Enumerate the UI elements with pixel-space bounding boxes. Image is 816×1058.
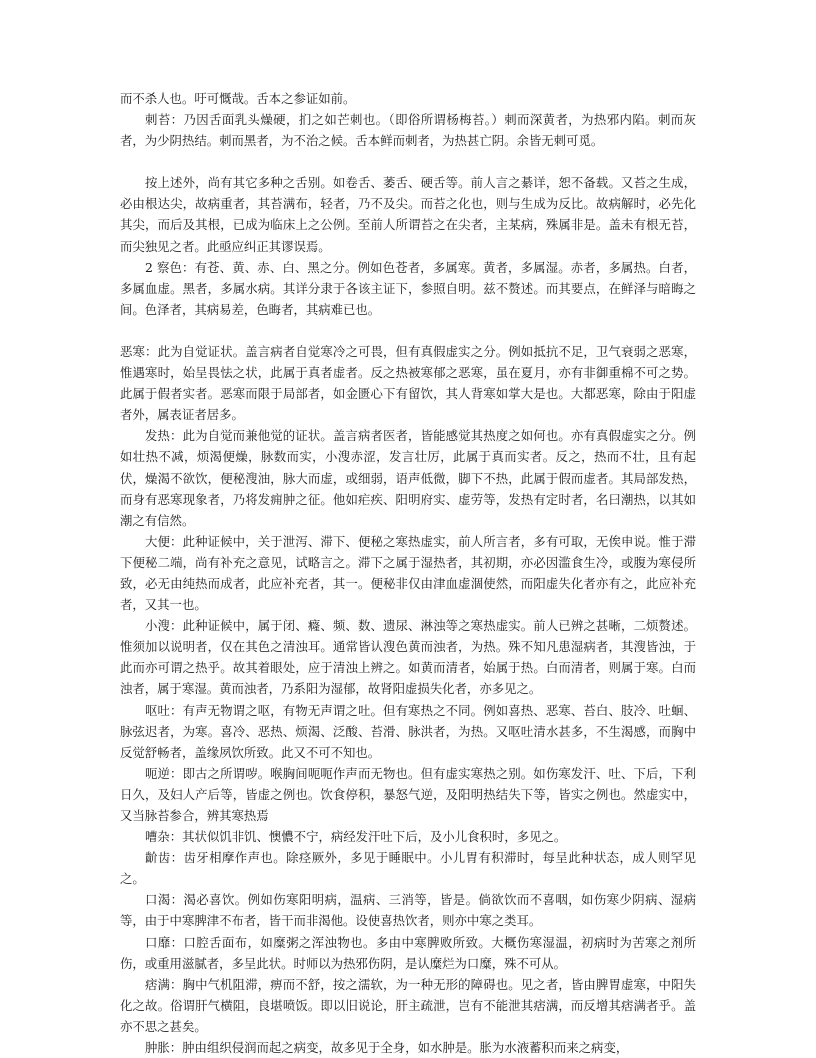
paragraph-teeth-grinding: 齘齿：齿牙相摩作声也。除痉厥外，多见于睡眠中。小儿胃有积滞时，每呈此种状态，成人则罕见之。 bbox=[120, 850, 696, 887]
paragraph-thirst: 口渴：渴必喜饮。例如伤寒阳明病，温病、三消等，皆是。倘欲饮而不喜咽，如伤寒少阴病、湿病等，由于中寒脾津不布者，皆干而非渴他。设使喜热饮者，则亦中寒之类耳。 bbox=[120, 892, 696, 929]
document-page bbox=[120, 88, 696, 1058]
paragraph-fever: 发热：此为自觉而兼他觉的证状。盖言病者医者，皆能感觉其热度之如何也。亦有真假虚实之分。例如壮热不减，烦渴便燥，脉数而实，小溲赤涩，发言壮厉，此属于真而实者。反之，热而不壮，且有起伏，燥渴不欲饮，便秘溲油，脉大而虚，或细弱，语声低微，脚下不热，此属于假而虚者。其局部发热，而身有恶寒现象者，乃将发痈肿之征。他如疟疾、阳明府实、虚劳等，发热有定时者，名曰潮热，以其如潮之有信然。 bbox=[120, 428, 696, 528]
paragraph-fullness: 痞满：胸中气机阻滞，痹而不舒，按之濡软，为一种无形的障碍也。见之者，皆由脾胃虚寒，中阳失化之故。俗谓肝气横阻，良堪喷饭。即以旧说论，肝主疏泄，岂有不能泄其痞满，而反增其痞满者乎。盖亦不思之甚矣。 bbox=[120, 976, 696, 1034]
paragraph-urine: 小溲：此种证候中，属于闭、癃、频、数、遗尿、淋浊等之寒热虚实。前人已辨之甚晰，二烦赘述。惟须加以说明者，仅在其色之清浊耳。通常皆认溲色黄而浊者，为热。殊不知凡患湿病者，其溲皆浊，于此而亦可谓之热乎。故其着眼处，应于清浊上辨之。如黄而清者，始属于热。白而清者，则属于寒。白而浊者，属于寒湿。黄而浊者，乃系阳为湿郁，故肾阳虚损失化者，亦多见之。 bbox=[120, 618, 696, 697]
paragraph-stool: 大便：此种证候中，关于泄泻、滞下、便秘之寒热虚实，前人所言者，多有可取，无俟申说。惟于滞下便秘二端，尚有补充之意见，试略言之。滞下之属于湿热者，其初期，亦必因滥食生冷，或腹为寒侵所致，必无由纯热而成者，此应补充者，其一。便秘非仅由津血虚涸使然，而阳虚失化者亦有之，此应补充者，又其一也。 bbox=[120, 533, 696, 613]
paragraph-oral-erosion: 口靡：口腔舌面布，如糜粥之浑浊物也。多由中寒脾败所致。大概伤寒湿温，初病时为苦寒之剂所伤，或重用滋腻者，多呈此状。时师以为热邪伤阴，是认糜烂为口糜，殊不可从。 bbox=[120, 934, 696, 971]
paragraph-aversion-cold: 恶寒：此为自觉证状。盖言病者自觉寒冷之可畏，但有真假虚实之分。例如抵抗不足，卫气衰弱之恶寒，惟遇寒时，始呈畏怯之状，此属于真者虚者。反之热被寒郁之恶寒，虽在夏月，亦有非御重棉不可之势。此属于假者实者。恶寒而限于局部者，如金匮心下有留饮，其人背寒如掌大是也。大都恶寒，除由于阳虚者外，属表证者居多。 bbox=[120, 343, 696, 423]
paragraph-gastric-upset: 嘈杂：其状似饥非饥、懊憹不宁，病经发汗吐下后，及小儿食积时，多见之。 bbox=[145, 829, 567, 845]
paragraph-other-tongues: 按上述外，尚有其它多种之舌别。如卷舌、萎舌、硬舌等。前人言之綦详，恕不备载。又苔之生成，必由根达尖，故病重者，其苔满布，轻者，乃不及尖。而苔之化也，则与生成为反比。故病解时，必先化其尖，而后及其根，已成为临床上之公例。至前人所谓苔之在尖者，主某病，殊属非是。盖未有根无苔，而尖独见之者。此亟应纠正其谬误焉。 bbox=[120, 175, 696, 254]
paragraph-hiccup: 呃逆：即古之所谓哕。喉胸间呃呃作声而无物也。但有虚实寒热之别。如伤寒发汗、吐、下后，下利日久，及妇人产后等，皆虚之例也。饮食停积，暴怒气逆，及阳明热结失下等，皆实之例也。然虚实中，又当脉苔参合，辨其寒热焉 bbox=[120, 765, 696, 823]
paragraph-tongue-intro: 而不杀人也。吁可慨哉。舌本之参证如前。 bbox=[120, 91, 356, 106]
paragraph-swelling: 肿胀：肿由组织侵润而起之病变，故多见于全身，如水肿是。胀为水液蓄积而来之病变， bbox=[145, 1040, 629, 1056]
paragraph-vomiting: 呕吐：有声无物谓之呕，有物无声谓之吐。但有寒热之不同。例如喜热、恶寒、苔白、肢冷、吐蛔、脉弦迟者，为寒。喜冷、恶热、烦渴、泛酸、苔滑、脉洪者，为热。又呕吐清水甚多，不生渴感，而胸中反觉舒畅者，盖缘夙饮所致。此又不可不知也。 bbox=[120, 702, 696, 760]
paragraph-observe-color: 2 察色：有苍、黄、赤、白、黑之分。例如色苍者，多属寒。黄者，多属湿。赤者，多属热。白者，多属血虚。黑者，多属水病。其详分隶于各该主证下，参照自明。兹不赘述。而其要点，在鲜泽与暗晦之间。色泽者，其病易差，色晦者，其病难已也。 bbox=[120, 259, 696, 317]
paragraph-thorny-coating: 刺苔：乃因舌面乳头燥硬，扪之如芒刺也。（即俗所谓杨梅苔。）刺而深黄者，为热邪内陷。刺而灰者，为少阴热结。刺而黑者，为不治之候。舌本鲜而刺者，为热甚亡阴。余皆无刺可觅。 bbox=[120, 112, 696, 149]
